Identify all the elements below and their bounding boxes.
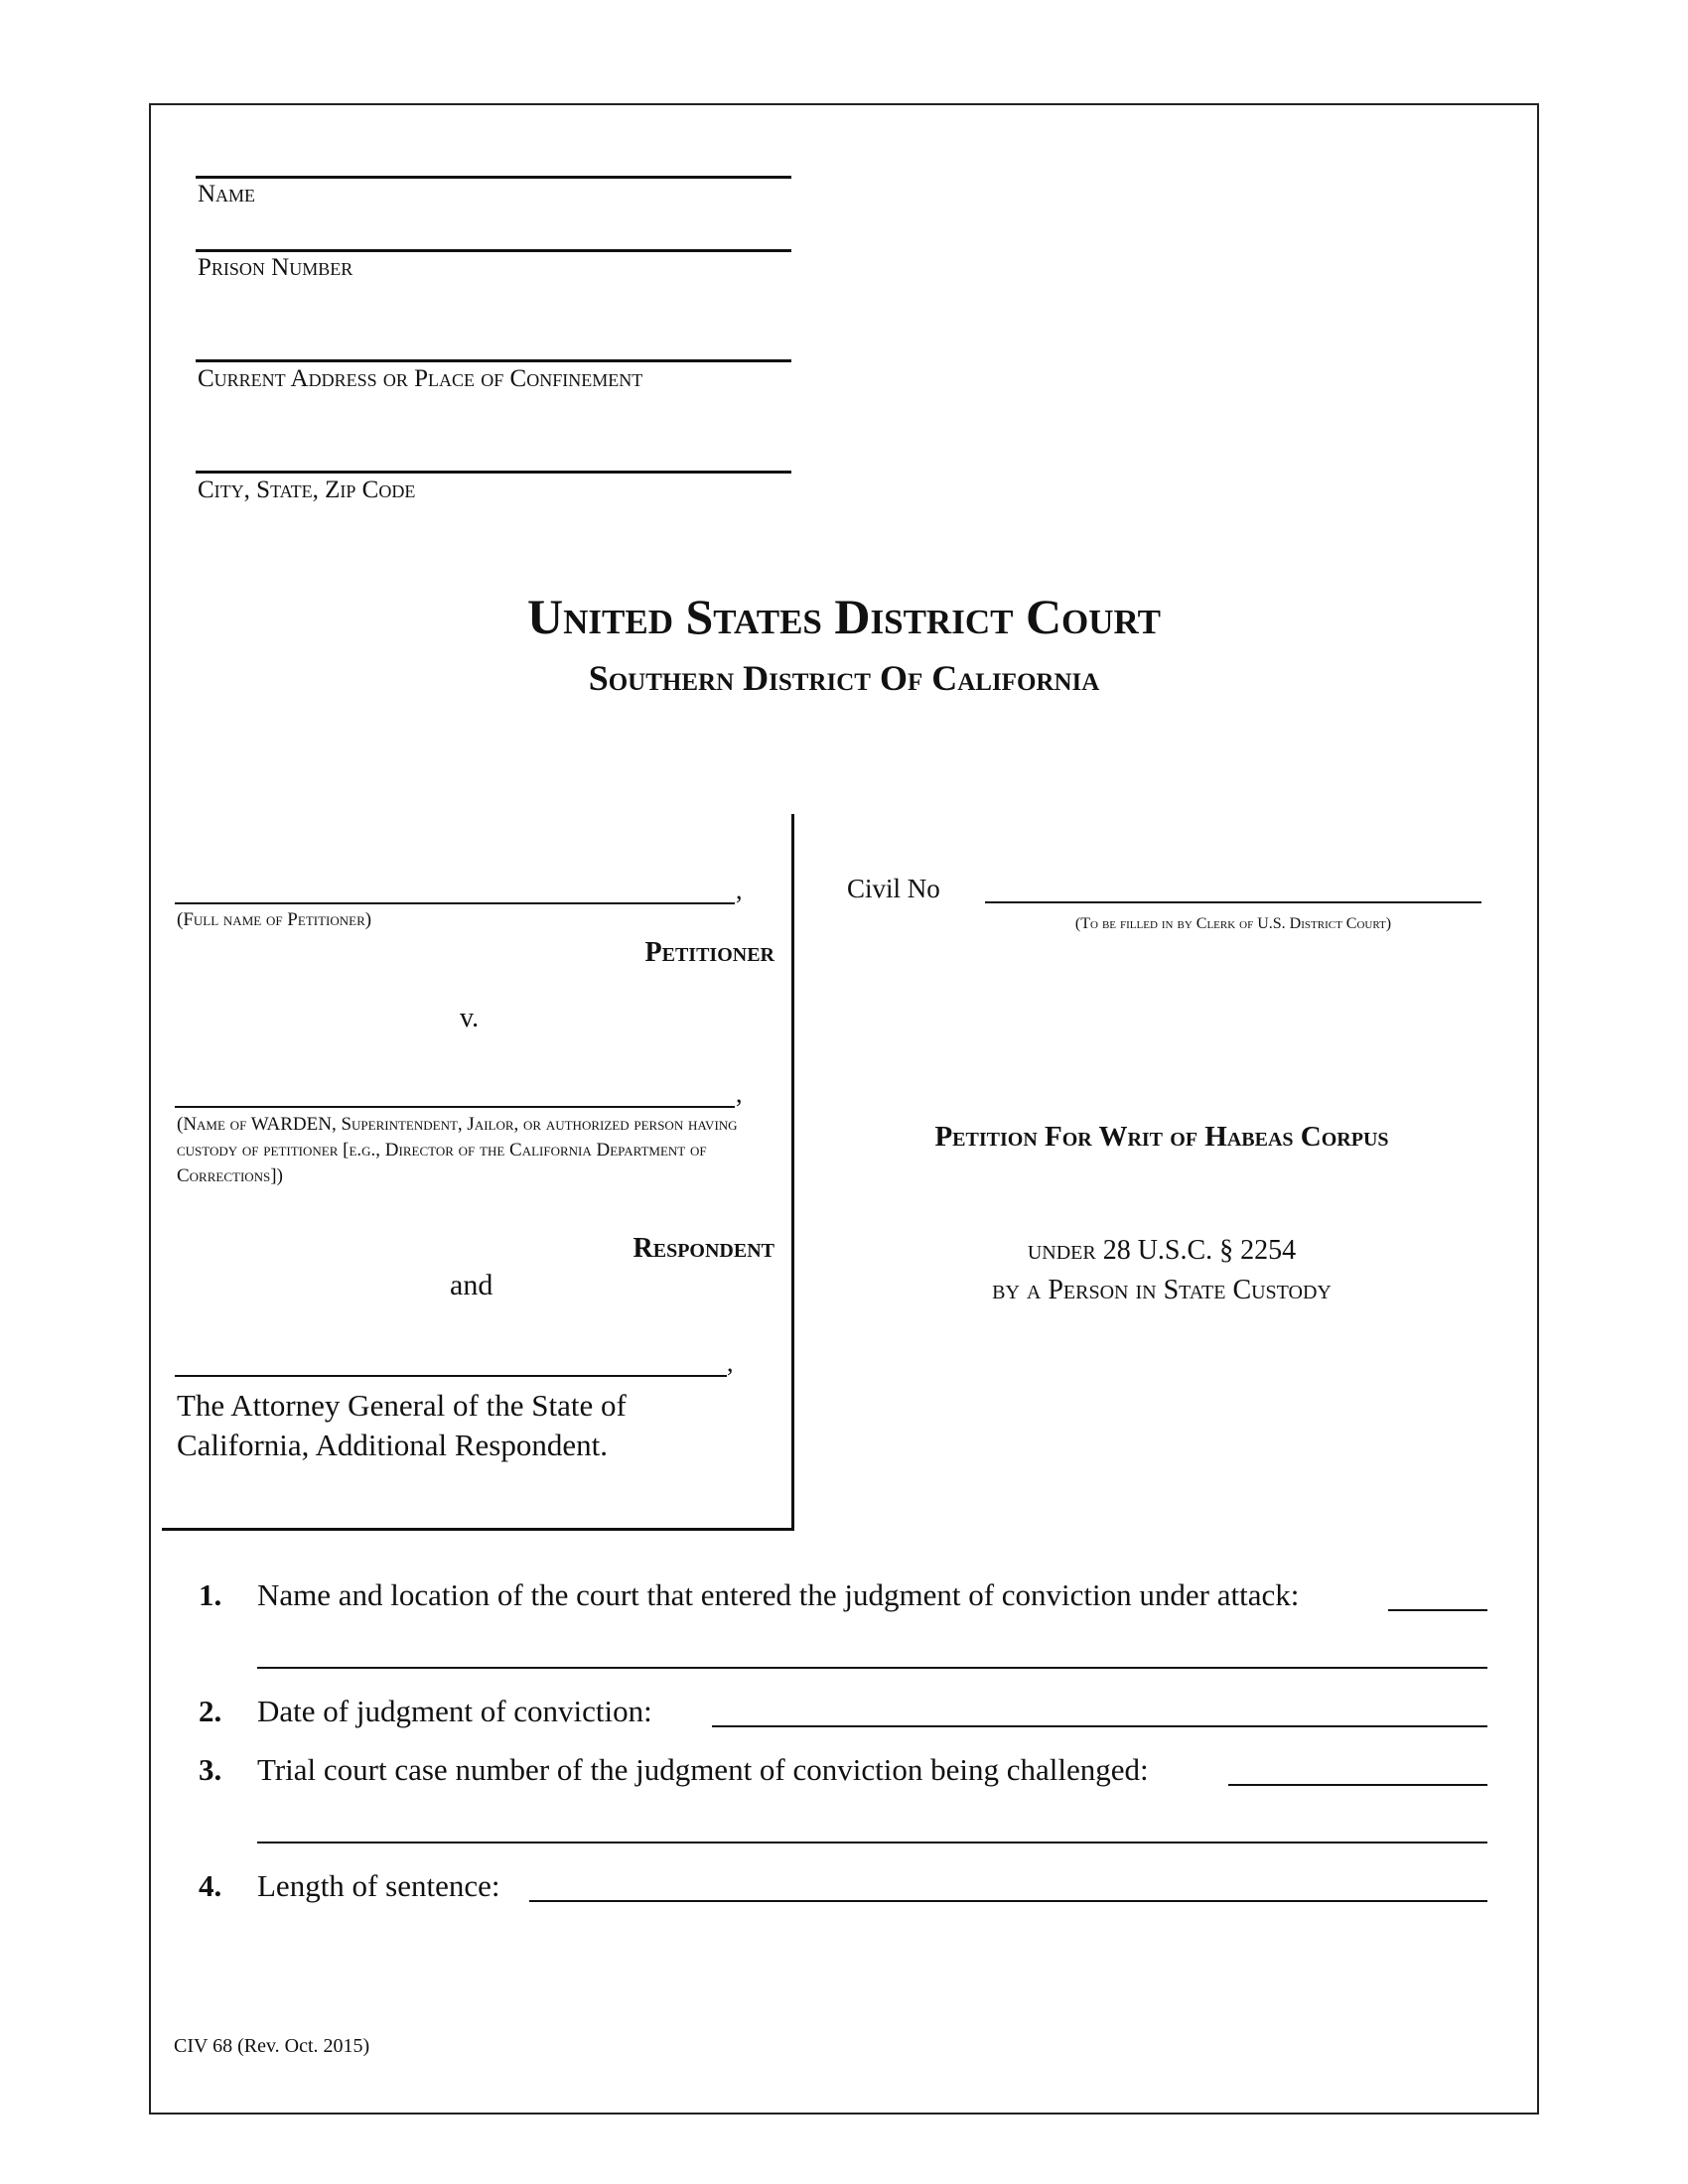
question-number: 1. bbox=[199, 1577, 222, 1612]
additional-respondent-line[interactable] bbox=[175, 1375, 727, 1377]
respondent-label: Respondent bbox=[633, 1233, 774, 1264]
address-label: Current Address or Place of Confinement bbox=[198, 365, 643, 392]
comma: , bbox=[736, 876, 743, 904]
prison-number-line[interactable] bbox=[196, 249, 791, 252]
petition-title: Petition For Writ of Habeas Corpus bbox=[934, 1121, 1389, 1153]
civil-no-caption: (To be filled in by Clerk of U.S. District Court) bbox=[1074, 915, 1392, 932]
court-title: United States District Court bbox=[527, 589, 1161, 644]
petitioner-name-line[interactable] bbox=[175, 902, 735, 904]
question-3-answer-line-2[interactable] bbox=[257, 1842, 1487, 1843]
question-2-text: Date of judgment of conviction: bbox=[257, 1694, 652, 1728]
question-1-text: Name and location of the court that entered the judgment of conviction under attack: bbox=[257, 1577, 1300, 1612]
address-line[interactable] bbox=[196, 359, 791, 362]
question-3-answer-line[interactable] bbox=[1228, 1784, 1487, 1786]
caption-vertical-divider bbox=[791, 814, 794, 1531]
name-label: Name bbox=[198, 181, 256, 207]
city-label: City, State, Zip Code bbox=[198, 477, 416, 503]
civil-no-line[interactable] bbox=[985, 901, 1481, 903]
prison-number-label: Prison Number bbox=[198, 254, 353, 281]
question-1-answer-line[interactable] bbox=[1388, 1609, 1487, 1611]
statute-line: under 28 U.S.C. § 2254 bbox=[1027, 1235, 1297, 1266]
respondent-caption: (Name of WARDEN, Superintendent, Jailor, or authorized person having custody of petitioner [e.g., Director of the California Department of Corrections]) bbox=[177, 1114, 738, 1186]
question-1-answer-line-2[interactable] bbox=[257, 1667, 1487, 1669]
question-2-answer-line[interactable] bbox=[712, 1725, 1487, 1727]
versus: v. bbox=[460, 1003, 480, 1033]
civil-no-label: Civil No bbox=[847, 874, 940, 903]
petitioner-label: Petitioner bbox=[644, 937, 774, 968]
question-number: 4. bbox=[199, 1868, 222, 1903]
respondent-name-line[interactable] bbox=[175, 1106, 735, 1108]
comma: , bbox=[727, 1348, 734, 1377]
and-text: and bbox=[450, 1269, 493, 1301]
page-border bbox=[149, 103, 1539, 2115]
question-4-text: Length of sentence: bbox=[257, 1868, 500, 1903]
court-district: Southern District Of California bbox=[588, 658, 1100, 698]
name-line[interactable] bbox=[196, 176, 791, 179]
caption-bottom-rule bbox=[162, 1528, 794, 1531]
question-3-text: Trial court case number of the judgment of conviction being challenged: bbox=[257, 1752, 1149, 1787]
question-number: 3. bbox=[199, 1752, 222, 1787]
question-4-answer-line[interactable] bbox=[529, 1900, 1487, 1902]
attorney-general-text: The Attorney General of the State of California, Additional Respondent. bbox=[177, 1388, 627, 1462]
petitioner-caption: (Full name of Petitioner) bbox=[177, 909, 372, 930]
form-identifier: CIV 68 (Rev. Oct. 2015) bbox=[174, 2035, 370, 2057]
question-number: 2. bbox=[199, 1694, 222, 1728]
custody-line: by a Person in State Custody bbox=[992, 1275, 1332, 1305]
city-line[interactable] bbox=[196, 471, 791, 474]
comma: , bbox=[736, 1079, 743, 1108]
